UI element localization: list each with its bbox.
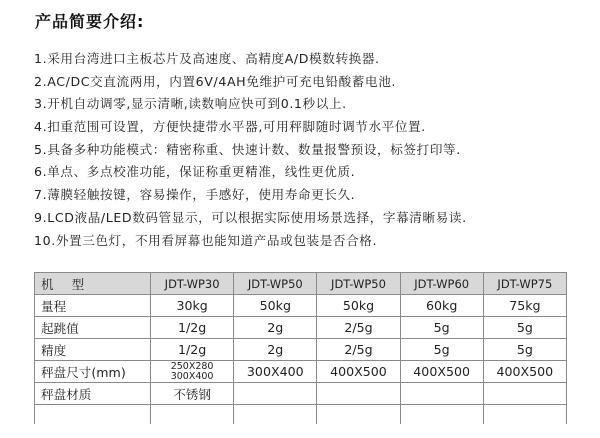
cell-value: 5g bbox=[400, 339, 483, 361]
cell-value-stacked bbox=[151, 361, 234, 383]
cell-line: 250X280 bbox=[170, 360, 214, 372]
cell-value: 400X500 bbox=[317, 361, 400, 383]
row-label: 精度 bbox=[35, 339, 151, 361]
table-header-row bbox=[35, 273, 567, 295]
row-label: 量程 bbox=[35, 295, 151, 317]
table-row-capacity bbox=[35, 295, 567, 317]
model-name: JDT-WP50 bbox=[234, 273, 317, 295]
cell-value: 2g bbox=[234, 339, 317, 361]
cell-value: 1/2g bbox=[151, 339, 234, 361]
feature-item: 6.单点、多点校准功能，保证称重更精准，线性更优质. bbox=[34, 164, 356, 180]
table-row-pan-size bbox=[35, 361, 567, 383]
cell-empty bbox=[400, 405, 483, 425]
cell-empty bbox=[234, 383, 317, 405]
table-row-blank bbox=[35, 405, 567, 425]
cell-value: 400X500 bbox=[400, 361, 483, 383]
cell-empty bbox=[151, 405, 234, 425]
cell-value: 400X500 bbox=[483, 361, 566, 383]
model-name: JDT-WP75 bbox=[483, 273, 566, 295]
cell-empty bbox=[317, 405, 400, 425]
cell-value: 2g bbox=[234, 317, 317, 339]
cell-line: 300X400 bbox=[170, 370, 214, 382]
cell-value: 2/5g bbox=[317, 317, 400, 339]
model-name: JDT-WP50 bbox=[317, 273, 400, 295]
row-label: 秤盘尺寸(mm) bbox=[35, 361, 151, 383]
cell-value: 5g bbox=[483, 317, 566, 339]
row-label: 秤盘材质 bbox=[35, 383, 151, 405]
model-header-label: 机型 bbox=[35, 273, 151, 295]
cell-empty bbox=[317, 383, 400, 405]
cell-empty bbox=[483, 383, 566, 405]
feature-item: 10.外置三色灯，不用看屏幕也能知道产品或包装是否合格. bbox=[34, 232, 378, 248]
cell-value: 50kg bbox=[317, 295, 400, 317]
cell-value: 75kg bbox=[483, 295, 566, 317]
feature-item: 1.采用台湾进口主板芯片及高速度、高精度A/D模数转换器. bbox=[34, 51, 380, 66]
feature-item: 7.薄膜轻触按键，容易操作，手感好，使用寿命更长久. bbox=[34, 187, 356, 203]
cell-empty bbox=[483, 405, 566, 425]
cell-empty bbox=[35, 405, 151, 425]
feature-list bbox=[34, 48, 467, 252]
cell-value: 60kg bbox=[400, 295, 483, 317]
cell-value: 不锈钢 bbox=[151, 383, 234, 405]
spec-table bbox=[34, 272, 567, 424]
section-title: 产品简要介绍: bbox=[35, 12, 145, 31]
model-name: JDT-WP60 bbox=[400, 273, 483, 295]
model-name: JDT-WP30 bbox=[151, 273, 234, 295]
cell-value: 2/5g bbox=[317, 339, 400, 361]
feature-item: 4.扣重范围可设置，方便快捷带水平器,可用秤脚随时调节水平位置. bbox=[34, 119, 426, 135]
cell-value: 1/2g bbox=[151, 317, 234, 339]
cell-empty bbox=[400, 383, 483, 405]
table-row-min-division bbox=[35, 317, 567, 339]
feature-item: 9.LCD液晶/LED数码管显示，可以根据实际使用场景选择，字幕清晰易读. bbox=[34, 209, 467, 225]
cell-value: 50kg bbox=[234, 295, 317, 317]
row-label: 起跳值 bbox=[35, 317, 151, 339]
feature-item: 5.具备多种功能模式：精密称重、快速计数、数量报警预设，标签打印等. bbox=[34, 141, 461, 157]
cell-value: 30kg bbox=[151, 295, 234, 317]
cell-value: 5g bbox=[400, 317, 483, 339]
table-row-precision bbox=[35, 339, 567, 361]
feature-item: 3.开机自动调零,显示清晰,读数响应快可到0.1秒以上. bbox=[34, 96, 347, 112]
feature-item: 2.AC/DC交直流两用，内置6V/4AH免维护可充电铅酸蓄电池. bbox=[34, 73, 396, 89]
cell-empty bbox=[234, 405, 317, 425]
cell-value: 300X400 bbox=[234, 361, 317, 383]
table-row-pan-material bbox=[35, 383, 567, 405]
cell-value: 5g bbox=[483, 339, 566, 361]
